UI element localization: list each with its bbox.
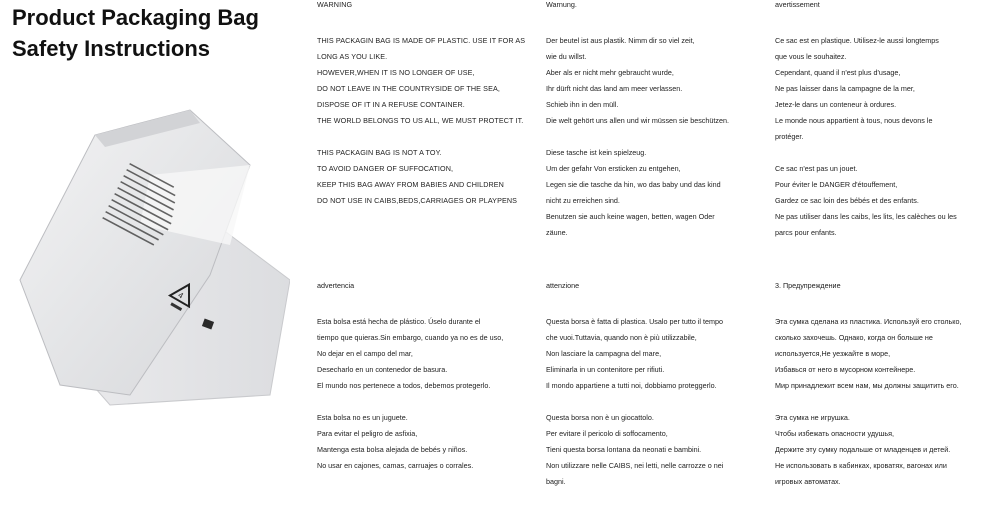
text-line: Держите эту сумку подальше от младенцев и детей. [775, 445, 951, 454]
text-line: игровых автоматах. [775, 477, 841, 486]
plastic-bag-illustration [0, 95, 290, 415]
title-line-1: Product Packaging Bag [12, 5, 259, 30]
text-line: THIS PACKAGIN BAG IS MADE OF PLASTIC. USE IT FOR AS [317, 36, 526, 45]
text-line: Questa borsa non è un giocattolo. [546, 413, 654, 422]
section-paragraph-1 [317, 33, 549, 129]
text-line: Ce sac est en plastique. Utilisez-le aussi longtemps [775, 36, 939, 45]
text-line: Избавься от него в мусорном контейнере. [775, 365, 916, 374]
text-line: Para evitar el peligro de asfixia, [317, 429, 418, 438]
text-line: zäune. [546, 228, 568, 237]
section-paragraph-2 [317, 145, 549, 209]
text-line: Мир принадлежит всем нам, мы должны защитить его. [775, 381, 959, 390]
text-line: protéger. [775, 132, 804, 141]
text-line: Il mondo appartiene a tutti noi, dobbiamo proteggerlo. [546, 381, 717, 390]
text-line: Le monde nous appartient à tous, nous devons le [775, 116, 933, 125]
section-heading: 3. Предупреждение [775, 281, 841, 290]
section-heading: Warnung. [546, 0, 577, 9]
text-line: nicht zu erreichen sind. [546, 196, 620, 205]
text-line: Die welt gehört uns allen und wir müssen sie beschützen. [546, 116, 729, 125]
text-line: LONG AS YOU LIKE. [317, 52, 388, 61]
text-line: Eliminarla in un contenitore per rifiuti. [546, 365, 665, 374]
text-line: El mundo nos pertenece a todos, debemos protegerlo. [317, 381, 491, 390]
text-line: Der beutel ist aus plastik. Nimm dir so viel zeit, [546, 36, 695, 45]
section-paragraph-2 [546, 145, 778, 241]
text-line: tiempo que quieras.Sin embargo, cuando ya no es de uso, [317, 333, 504, 342]
section-paragraph-2 [546, 410, 778, 490]
section-heading: advertencia [317, 281, 355, 290]
text-line: Ihr dürft nicht das land am meer verlassen. [546, 84, 683, 93]
text-line: HOWEVER,WHEN IT IS NO LONGER OF USE, [317, 68, 475, 77]
text-line: Tieni questa borsa lontana da neonati e bambini. [546, 445, 702, 454]
text-line: No usar en cajones, camas, carruajes o corrales. [317, 461, 474, 470]
text-line: Non lasciare la campagna del mare, [546, 349, 662, 358]
section-english [317, 0, 549, 225]
text-line: Desecharlo en un contenedor de basura. [317, 365, 448, 374]
text-line: используется,Не уезжайте в море, [775, 349, 891, 358]
text-line: Jetez-le dans un conteneur à ordures. [775, 100, 897, 109]
section-paragraph-1 [546, 314, 778, 394]
svg-text:4: 4 [176, 290, 185, 301]
text-line: Schieb ihn in den müll. [546, 100, 619, 109]
section-paragraph-1 [775, 314, 1000, 394]
title-line-2: Safety Instructions [12, 36, 211, 61]
section-paragraph-2 [775, 161, 1000, 241]
text-line: сколько захочешь. Однако, когда он больше не [775, 333, 933, 342]
text-line: que vous le souhaitez. [775, 52, 847, 61]
text-line: Не использовать в кабинках, кроватях, вагонах или [775, 461, 947, 470]
text-line: Aber als er nicht mehr gebraucht wurde, [546, 68, 674, 77]
section-french [775, 0, 1000, 257]
text-line: THIS PACKAGIN BAG IS NOT A TOY. [317, 148, 442, 157]
text-line: che vuoi.Tuttavia, quando non è più utilizzabile, [546, 333, 697, 342]
text-line: Mantenga esta bolsa alejada de bebés y niños. [317, 445, 468, 454]
text-line: Ne pas utiliser dans les caibs, les lits, les calèches ou les [775, 212, 957, 221]
text-line: DO NOT LEAVE IN THE COUNTRYSIDE OF THE SEA, [317, 84, 500, 93]
text-line: No dejar en el campo del mar, [317, 349, 413, 358]
text-line: Esta bolsa no es un juguete. [317, 413, 408, 422]
text-line: Benutzen sie auch keine wagen, betten, wagen Oder [546, 212, 715, 221]
text-line: Questa borsa è fatta di plastica. Usalo per tutto il tempo [546, 317, 723, 326]
section-paragraph-1 [546, 33, 778, 129]
section-paragraph-1 [317, 314, 549, 394]
text-line: Pour éviter le DANGER d'étouffement, [775, 180, 898, 189]
text-line: Эта сумка сделана из пластика. Используй его столько, [775, 317, 962, 326]
text-line: Ce sac n'est pas un jouet. [775, 164, 858, 173]
section-german [546, 0, 778, 257]
section-heading: attenzione [546, 281, 580, 290]
text-line: Эта сумка не игрушка. [775, 413, 850, 422]
section-russian [775, 278, 1000, 506]
text-line: Esta bolsa está hecha de plástico. Úselo durante el [317, 317, 481, 326]
text-line: Um der gefahr Von ersticken zu entgehen, [546, 164, 681, 173]
text-line: Чтобы избежать опасности удушья, [775, 429, 895, 438]
text-line: Diese tasche ist kein spielzeug. [546, 148, 647, 157]
text-line: parcs pour enfants. [775, 228, 837, 237]
text-line: Non utilizzare nelle CAIBS, nei letti, nelle carrozze o nei [546, 461, 724, 470]
text-line: KEEP THIS BAG AWAY FROM BABIES AND CHILDREN [317, 180, 504, 189]
section-paragraph-2 [775, 410, 1000, 490]
section-spanish [317, 278, 549, 490]
text-line: Ne pas laisser dans la campagne de la mer, [775, 84, 915, 93]
text-line: Cependant, quand il n'est plus d'usage, [775, 68, 901, 77]
text-line: Gardez ce sac loin des bébés et des enfants. [775, 196, 919, 205]
section-heading: WARNING [317, 0, 353, 9]
text-line: wie du willst. [546, 52, 587, 61]
section-paragraph-2 [317, 410, 549, 474]
text-line: DISPOSE OF IT IN A REFUSE CONTAINER. [317, 100, 465, 109]
text-line: bagni. [546, 477, 566, 486]
section-heading: avertissement [775, 0, 820, 9]
text-line: DO NOT USE IN CAIBS,BEDS,CARRIAGES OR PLAYPENS [317, 196, 518, 205]
section-paragraph-1 [775, 33, 1000, 145]
text-line: THE WORLD BELONGS TO US ALL, WE MUST PROTECT IT. [317, 116, 524, 125]
text-line: Legen sie die tasche da hin, wo das baby und das kind [546, 180, 721, 189]
text-line: Per evitare il pericolo di soffocamento, [546, 429, 668, 438]
page-title [12, 2, 302, 64]
text-line: TO AVOID DANGER OF SUFFOCATION, [317, 164, 454, 173]
section-italian [546, 278, 778, 506]
